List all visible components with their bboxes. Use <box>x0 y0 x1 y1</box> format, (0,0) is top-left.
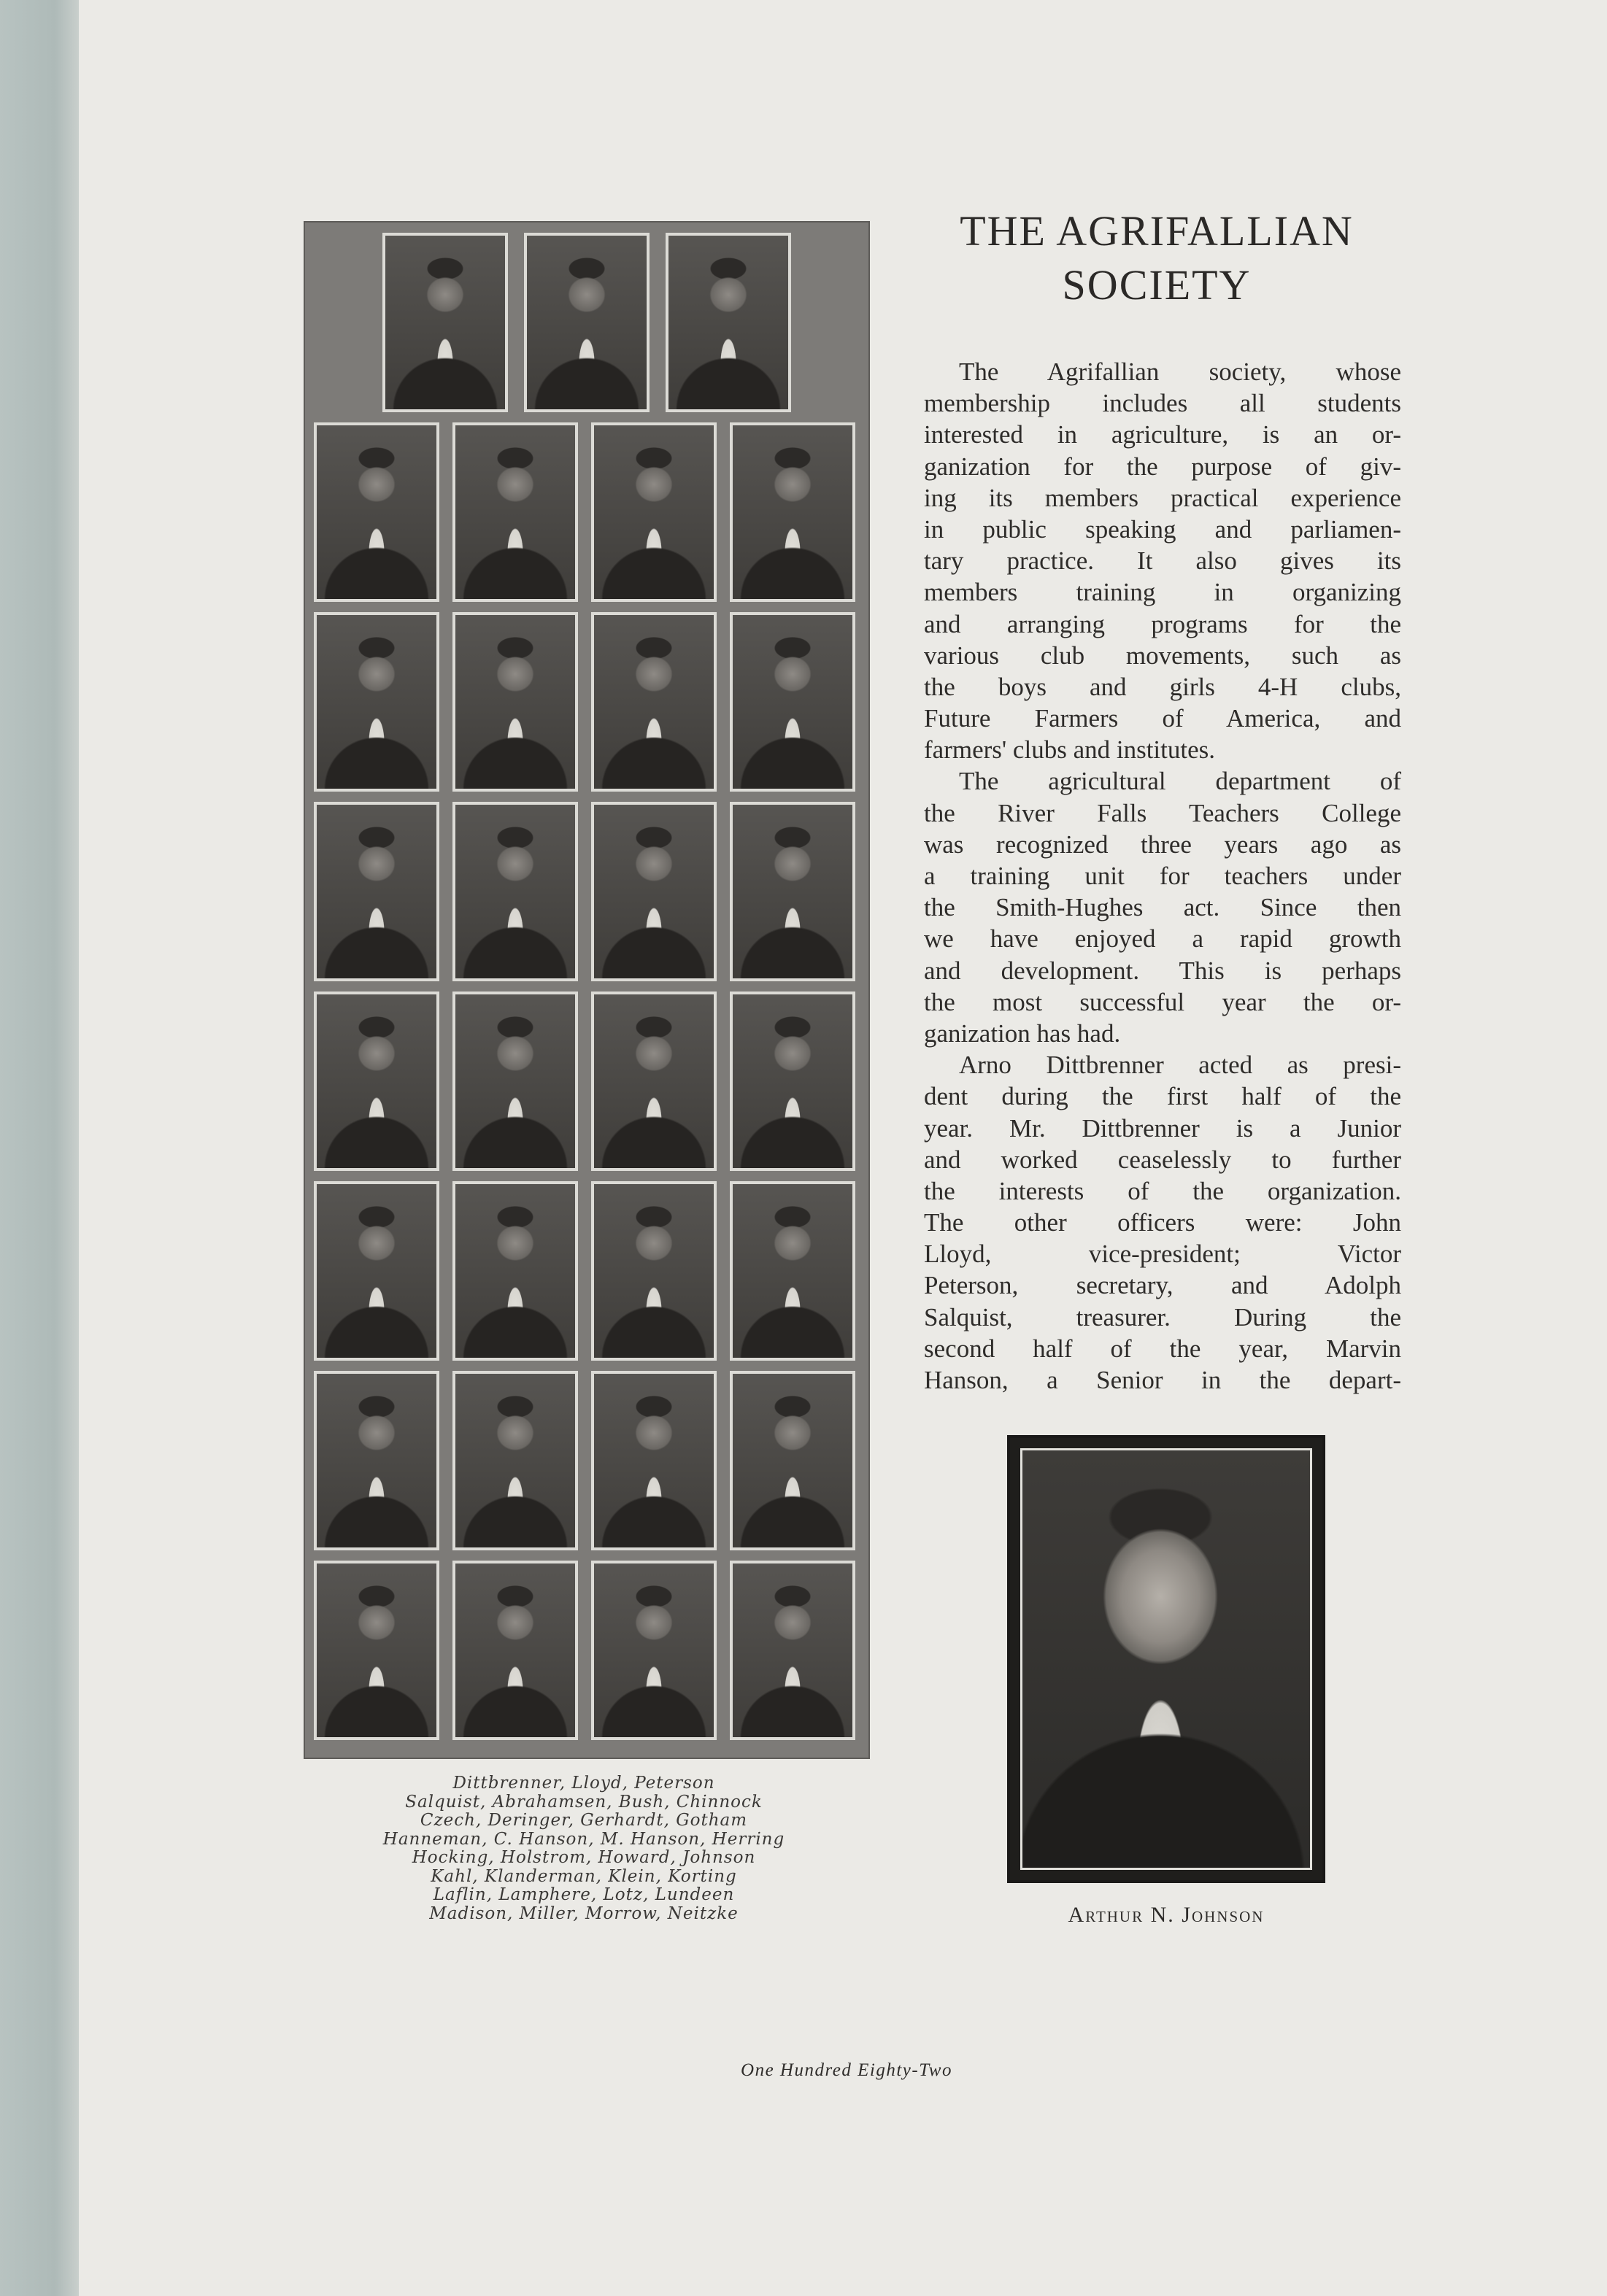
article-line: ganization has had. <box>924 1018 1121 1048</box>
photo-caption <box>321 1774 847 1923</box>
caption-line: Kahl, Klanderman, Klein, Korting <box>431 1866 737 1886</box>
article-line: and arranging programs for the <box>924 609 1401 638</box>
article-body <box>924 356 1401 1396</box>
member-photo <box>452 612 578 792</box>
advisor-portrait-photo <box>1020 1448 1312 1870</box>
title-line-2: SOCIETY <box>1062 261 1252 309</box>
article-line: the Smith-Hughes act. Since then <box>924 893 1401 922</box>
member-photo <box>730 422 855 602</box>
article-line: membership includes all students <box>924 389 1401 418</box>
article-line: dent during the first half of the <box>924 1082 1401 1111</box>
member-photo <box>730 1561 855 1740</box>
article-line: the interests of the organization. <box>924 1176 1401 1205</box>
article-line: farmers' clubs and institutes. <box>924 735 1215 765</box>
title-line-1: THE AGRIFALLIAN <box>960 207 1354 255</box>
caption-line: Madison, Miller, Morrow, Neitzke <box>429 1903 739 1923</box>
article-line: was recognized three years ago as <box>924 830 1401 859</box>
page-binding-edge <box>0 0 79 2296</box>
article-line: and development. This is perhaps <box>924 956 1401 985</box>
article-line: a training unit for teachers under <box>924 862 1401 890</box>
member-photo <box>591 1561 717 1740</box>
caption-line: Laflin, Lamphere, Lotz, Lundeen <box>433 1885 735 1904</box>
article-line: interested in agriculture, is an or- <box>924 420 1401 449</box>
member-photo <box>730 992 855 1171</box>
member-photo <box>730 802 855 981</box>
member-photo <box>591 802 717 981</box>
member-photo <box>452 992 578 1171</box>
article-line: Hanson, a Senior in the depart- <box>924 1366 1401 1394</box>
article-line: ganization for the purpose of giv- <box>924 452 1401 481</box>
member-photo <box>452 422 578 602</box>
advisor-portrait-name: Arthur N. Johnson <box>1068 1903 1265 1927</box>
article-line: ing its members practical experience <box>924 483 1401 512</box>
article-line: The Agrifallian society, whose <box>959 357 1401 386</box>
caption-line: Salquist, Abrahamsen, Bush, Chinnock <box>405 1792 763 1812</box>
member-photo <box>591 422 717 602</box>
member-photo <box>314 1371 439 1550</box>
caption-line: Czech, Deringer, Gerhardt, Gotham <box>420 1811 748 1830</box>
article-line: The agricultural department of <box>959 767 1401 796</box>
article-line: Arno Dittbrenner acted as presi- <box>959 1051 1401 1080</box>
article-line: Future Farmers of America, and <box>924 704 1401 733</box>
member-photo <box>452 1561 578 1740</box>
article-line: the most successful year the or- <box>924 987 1401 1016</box>
caption-line: Dittbrenner, Lloyd, Peterson <box>452 1774 715 1793</box>
article-line: year. Mr. Dittbrenner is a Junior <box>924 1113 1401 1143</box>
caption-line: Hocking, Holstrom, Howard, Johnson <box>412 1848 756 1867</box>
member-photo <box>591 1371 717 1550</box>
member-photo <box>730 1371 855 1550</box>
page-number: One Hundred Eighty-Two <box>741 2060 952 2080</box>
member-photo <box>730 1181 855 1361</box>
member-photo <box>314 1561 439 1740</box>
article-line: various club movements, such as <box>924 641 1401 670</box>
member-photo <box>591 612 717 792</box>
member-photo <box>452 1181 578 1361</box>
article-line: Peterson, secretary, and Adolph <box>924 1271 1401 1300</box>
member-photo-montage <box>304 221 870 1759</box>
member-photo <box>730 612 855 792</box>
member-photo <box>452 1371 578 1550</box>
member-photo <box>314 992 439 1171</box>
advisor-portrait <box>1007 1435 1325 1883</box>
member-photo <box>591 1181 717 1361</box>
article-line: tary practice. It also gives its <box>924 546 1401 576</box>
member-photo <box>452 802 578 981</box>
article-line: Salquist, treasurer. During the <box>924 1302 1401 1331</box>
member-photo <box>591 992 717 1171</box>
member-photo <box>666 233 791 412</box>
member-photo <box>314 612 439 792</box>
page-title <box>912 204 1401 312</box>
article-line: we have enjoyed a rapid growth <box>924 924 1401 954</box>
article-line: and worked ceaselessly to further <box>924 1145 1401 1174</box>
caption-line: Hanneman, C. Hanson, M. Hanson, Herring <box>382 1829 785 1849</box>
member-photo <box>382 233 508 412</box>
member-photo <box>314 422 439 602</box>
member-photo <box>314 802 439 981</box>
article-line: members training in organizing <box>924 578 1401 607</box>
article-line: the River Falls Teachers College <box>924 798 1401 827</box>
article-line: in public speaking and parliamen- <box>924 514 1401 544</box>
article-line: the boys and girls 4-H clubs, <box>924 672 1401 701</box>
member-photo <box>314 1181 439 1361</box>
member-photo <box>524 233 650 412</box>
article-line: Lloyd, vice-president; Victor <box>924 1240 1401 1269</box>
article-line: The other officers were: John <box>924 1208 1401 1237</box>
article-line: second half of the year, Marvin <box>924 1334 1401 1363</box>
